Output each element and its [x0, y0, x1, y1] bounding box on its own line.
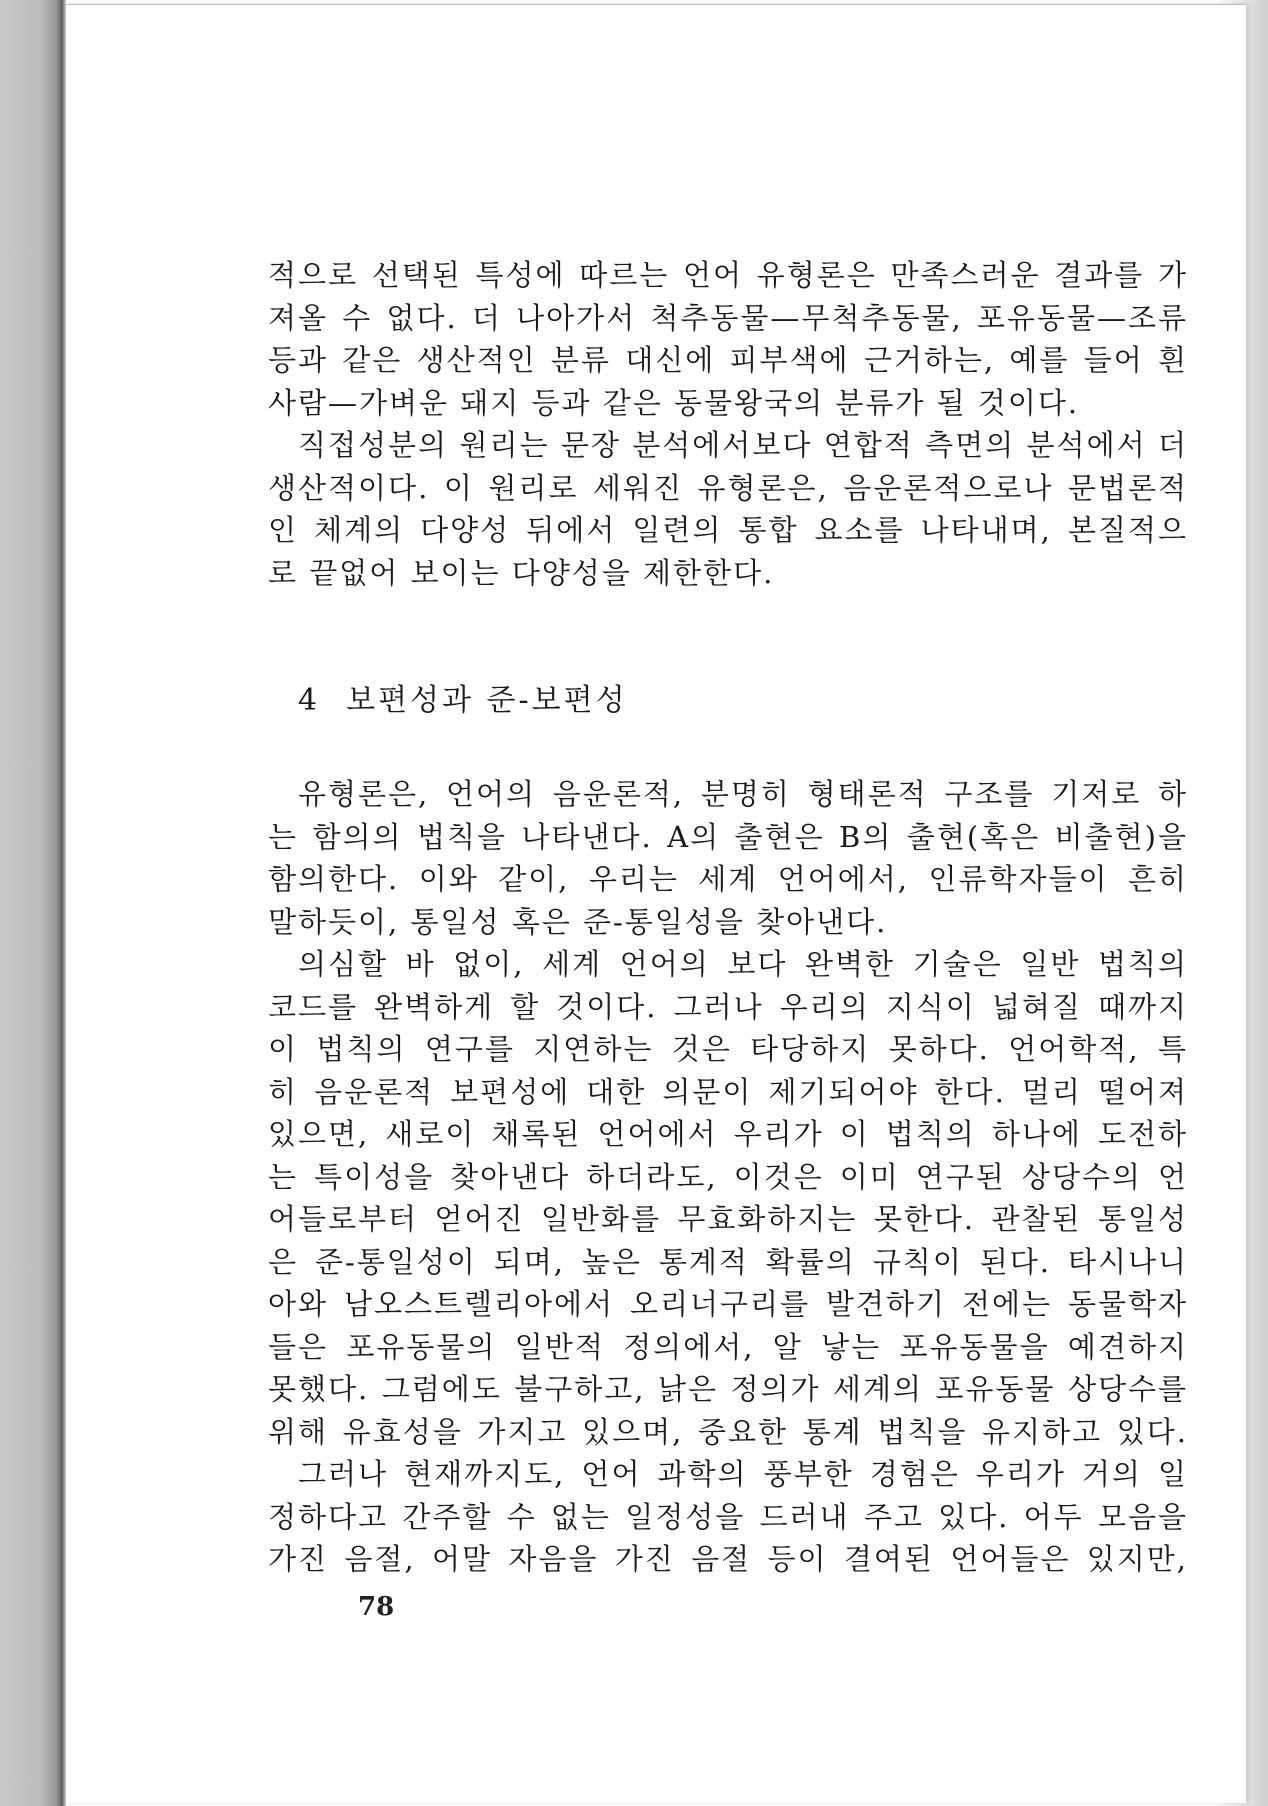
text-line: 의심할 바 없이, 세계 언어의 보다 완벽한 기술은 일반 법칙의: [298, 947, 1188, 981]
text-line: 적으로 선택된 특성에 따르는 언어 유형론은 만족스러운 결과를 가: [268, 258, 1188, 292]
text-line: 가진 음절, 어말 자음을 가진 음절 등이 결여된 언어들은 있지만,: [268, 1542, 1188, 1576]
text-line: 있으면, 새로이 채록된 언어에서 우리가 이 법칙의 하나에 도전하: [268, 1117, 1188, 1151]
text-line: 등과 같은 생산적인 분류 대신에 피부색에 근거하는, 예를 들어 흰: [268, 343, 1188, 377]
text-line: 이 법칙의 연구를 지연하는 것은 타당하지 못하다. 언어학적, 특: [268, 1032, 1188, 1066]
paragraph-4: [268, 943, 1188, 1453]
paragraph-1: [268, 254, 1188, 424]
text-line: 함의한다. 이와 같이, 우리는 세계 언어에서, 인류학자들이 흔히: [268, 862, 1188, 896]
paragraph-5: [268, 1453, 1188, 1581]
paragraph-3: [268, 773, 1188, 943]
book-spine-shadow: [0, 0, 66, 1806]
text-line: 로 끝없어 보이는 다양성을 제한한다.: [268, 555, 775, 590]
top-text-block: [268, 254, 1188, 594]
text-line: 은 준-통일성이 되며, 높은 통계적 확률의 규칙이 된다. 타시나니: [268, 1244, 1188, 1279]
page-number: 78: [358, 1592, 395, 1622]
text-line: 못했다. 그럼에도 불구하고, 낡은 정의가 세계의 포유동물 상당수를: [268, 1372, 1188, 1406]
section-heading: [298, 675, 628, 719]
text-line: 아와 남오스트렐리아에서 오리너구리를 발견하기 전에는 동물학자: [268, 1287, 1188, 1321]
section-number: 4: [298, 683, 321, 718]
text-line: 정하다고 간주할 수 없는 일정성을 드러내 주고 있다. 어두 모음을: [268, 1499, 1188, 1534]
book-page: [66, 4, 1246, 1803]
text-line: 져올 수 없다. 더 나아가서 척추동물—무척추동물, 포유동물—조류: [268, 300, 1188, 335]
paragraph-2: [268, 424, 1188, 594]
section-title: 보편성과 준-보편성: [346, 683, 628, 718]
text-line: 말하듯이, 통일성 혹은 준-통일성을 찾아낸다.: [268, 904, 888, 939]
bottom-text-block: [268, 773, 1188, 1581]
text-line: 는 함의의 법칙을 나타낸다. A의 출현은 B의 출현(혹은 비출현)을: [268, 819, 1188, 854]
text-line: 유형론은, 언어의 음운론적, 분명히 형태론적 구조를 기저로 하: [298, 777, 1188, 811]
text-line: 어들로부터 얻어진 일반화를 무효화하지는 못한다. 관찰된 통일성: [268, 1202, 1188, 1236]
text-line: 는 특이성을 찾아낸다 하더라도, 이것은 이미 연구된 상당수의 언: [268, 1159, 1188, 1194]
text-line: 코드를 완벽하게 할 것이다. 그러나 우리의 지식이 넓혀질 때까지: [268, 989, 1188, 1024]
text-line: 히 음운론적 보편성에 대한 의문이 제기되어야 한다. 멀리 떨어져: [268, 1074, 1188, 1109]
text-line: 그러나 현재까지도, 언어 과학의 풍부한 경험은 우리가 거의 일: [298, 1457, 1188, 1491]
text-line: 위해 유효성을 가지고 있으며, 중요한 통계 법칙을 유지하고 있다.: [268, 1414, 1188, 1449]
text-line: 직접성분의 원리는 문장 분석에서보다 연합적 측면의 분석에서 더: [298, 428, 1188, 462]
text-line: 인 체계의 다양성 뒤에서 일련의 통합 요소를 나타내며, 본질적으: [268, 513, 1188, 547]
text-line: 사람—가벼운 돼지 등과 같은 동물왕국의 분류가 될 것이다.: [268, 385, 1080, 420]
text-line: 생산적이다. 이 원리로 세워진 유형론은, 음운론적으로나 문법론적: [268, 470, 1188, 505]
text-line: 들은 포유동물의 일반적 정의에서, 알 낳는 포유동물을 예견하지: [268, 1329, 1188, 1364]
